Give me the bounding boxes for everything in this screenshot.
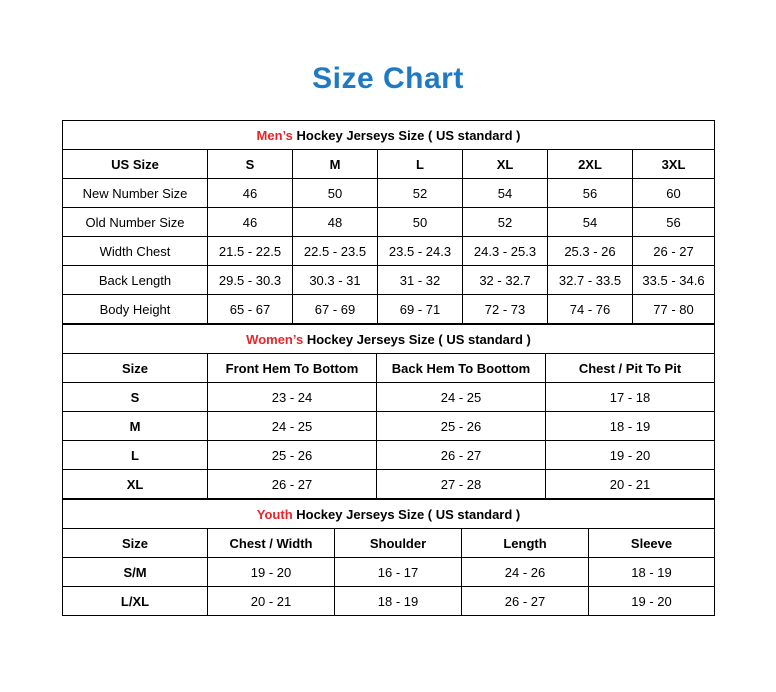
table-cell: 50 (293, 179, 378, 208)
table-row (63, 441, 715, 470)
table-cell: 54 (463, 179, 548, 208)
row-label: Body Height (63, 295, 208, 324)
table-cell: 24 - 26 (462, 558, 589, 587)
row-label: Width Chest (63, 237, 208, 266)
table-cell: 32 - 32.7 (463, 266, 548, 295)
column-header: US Size (63, 150, 208, 179)
table-cell: 25.3 - 26 (548, 237, 633, 266)
table-row (63, 266, 715, 295)
column-header: Chest / Pit To Pit (546, 354, 715, 383)
table-row (63, 587, 715, 616)
womens-section-heading (63, 325, 715, 354)
row-label: S/M (63, 558, 208, 587)
table-cell: 19 - 20 (208, 558, 335, 587)
section-heading-accent: Youth (256, 506, 293, 522)
page-title: Size Chart (312, 62, 464, 95)
column-header: Size (63, 529, 208, 558)
table-cell: 18 - 19 (589, 558, 715, 587)
column-header: Back Hem To Boottom (377, 354, 546, 383)
row-label: New Number Size (63, 179, 208, 208)
table-header-row (63, 354, 715, 383)
table-cell: 26 - 27 (208, 470, 377, 499)
column-header: L (378, 150, 463, 179)
table-cell: 16 - 17 (335, 558, 462, 587)
table-cell: 26 - 27 (633, 237, 715, 266)
mens-section-heading (63, 121, 715, 150)
column-header: M (293, 150, 378, 179)
table-cell: 29.5 - 30.3 (208, 266, 293, 295)
table-cell: 72 - 73 (463, 295, 548, 324)
table-section-heading-row (63, 500, 715, 529)
table-cell: 19 - 20 (546, 441, 715, 470)
row-label: L (63, 441, 208, 470)
youth-size-table (62, 499, 715, 616)
table-section-heading-row (63, 325, 715, 354)
column-header: 3XL (633, 150, 715, 179)
table-cell: 60 (633, 179, 715, 208)
table-header-row (63, 150, 715, 179)
table-row (63, 558, 715, 587)
table-cell: 32.7 - 33.5 (548, 266, 633, 295)
table-cell: 25 - 26 (208, 441, 377, 470)
table-cell: 17 - 18 (546, 383, 715, 412)
table-cell: 69 - 71 (378, 295, 463, 324)
table-cell: 31 - 32 (378, 266, 463, 295)
table-cell: 30.3 - 31 (293, 266, 378, 295)
table-cell: 18 - 19 (546, 412, 715, 441)
table-cell: 52 (463, 208, 548, 237)
youth-section-heading (63, 500, 715, 529)
row-label: M (63, 412, 208, 441)
table-cell: 22.5 - 23.5 (293, 237, 378, 266)
table-row (63, 412, 715, 441)
table-cell: 56 (548, 179, 633, 208)
table-section-heading-row (63, 121, 715, 150)
table-cell: 26 - 27 (377, 441, 546, 470)
table-cell: 46 (208, 179, 293, 208)
table-cell: 46 (208, 208, 293, 237)
table-cell: 27 - 28 (377, 470, 546, 499)
table-cell: 19 - 20 (589, 587, 715, 616)
column-header: S (208, 150, 293, 179)
section-heading-rest: Hockey Jerseys Size ( US standard ) (292, 506, 521, 522)
table-row (63, 179, 715, 208)
table-row (63, 237, 715, 266)
table-cell: 74 - 76 (548, 295, 633, 324)
column-header: 2XL (548, 150, 633, 179)
column-header: Shoulder (335, 529, 462, 558)
table-cell: 26 - 27 (462, 587, 589, 616)
table-cell: 24 - 25 (377, 383, 546, 412)
womens-size-table (62, 324, 715, 499)
row-label: Back Length (63, 266, 208, 295)
table-cell: 25 - 26 (377, 412, 546, 441)
column-header: Front Hem To Bottom (208, 354, 377, 383)
table-cell: 77 - 80 (633, 295, 715, 324)
table-cell: 48 (293, 208, 378, 237)
table-cell: 33.5 - 34.6 (633, 266, 715, 295)
section-heading-accent: Women’s (246, 331, 304, 347)
column-header: Size (63, 354, 208, 383)
column-header: Sleeve (589, 529, 715, 558)
table-cell: 56 (633, 208, 715, 237)
table-cell: 24.3 - 25.3 (463, 237, 548, 266)
column-header: Length (462, 529, 589, 558)
row-label: S (63, 383, 208, 412)
column-header: XL (463, 150, 548, 179)
table-row (63, 383, 715, 412)
row-label: L/XL (63, 587, 208, 616)
section-heading-rest: Hockey Jerseys Size ( US standard ) (292, 127, 521, 143)
table-cell: 52 (378, 179, 463, 208)
table-cell: 54 (548, 208, 633, 237)
table-cell: 21.5 - 22.5 (208, 237, 293, 266)
table-cell: 23.5 - 24.3 (378, 237, 463, 266)
section-heading-accent: Men’s (256, 127, 293, 143)
column-header: Chest / Width (208, 529, 335, 558)
table-cell: 20 - 21 (208, 587, 335, 616)
table-cell: 23 - 24 (208, 383, 377, 412)
table-cell: 20 - 21 (546, 470, 715, 499)
mens-size-table (62, 120, 715, 324)
table-row (63, 470, 715, 499)
table-row (63, 295, 715, 324)
section-heading-rest: Hockey Jerseys Size ( US standard ) (303, 331, 531, 347)
table-row (63, 208, 715, 237)
size-chart-container (62, 120, 714, 616)
table-cell: 50 (378, 208, 463, 237)
table-cell: 65 - 67 (208, 295, 293, 324)
table-cell: 67 - 69 (293, 295, 378, 324)
table-cell: 18 - 19 (335, 587, 462, 616)
table-header-row (63, 529, 715, 558)
row-label: Old Number Size (63, 208, 208, 237)
row-label: XL (63, 470, 208, 499)
table-cell: 24 - 25 (208, 412, 377, 441)
